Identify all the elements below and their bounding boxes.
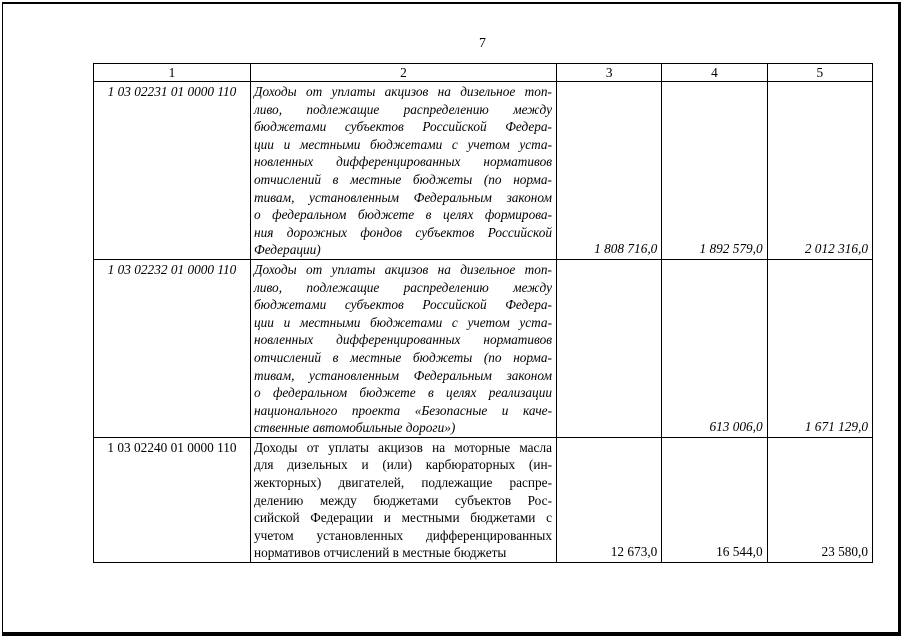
revenue-description xyxy=(251,437,557,562)
description-line: Доходы от уплаты акцизов на дизельное топ- xyxy=(254,84,552,99)
amount-col3: 12 673,0 xyxy=(557,437,662,562)
description-line: о федеральном бюджете в целях реализации xyxy=(254,385,552,401)
description-line: ции и местными бюджетами с учетом уста- xyxy=(254,136,552,152)
description-line: жекторных) двигателей, подлежащие распре- xyxy=(254,475,552,491)
amount-col5: 23 580,0 xyxy=(767,437,872,562)
amount-col4: 1 892 579,0 xyxy=(662,82,767,260)
amount-col4: 613 006,0 xyxy=(662,259,767,437)
table-row xyxy=(94,437,873,562)
description-line: ливо, подлежащие распределению между xyxy=(254,101,552,117)
description-line: ливо, подлежащие распределению между xyxy=(254,279,552,295)
revenue-description xyxy=(251,82,557,260)
header-col-3: 3 xyxy=(557,64,662,82)
description-line: делению между бюджетами субъектов Рос- xyxy=(254,492,552,508)
page-number: 7 xyxy=(479,36,486,51)
description-line: нормативов отчислений в местные бюджеты xyxy=(254,545,507,561)
description-line: Доходы от уплаты акцизов на дизельное топ- xyxy=(254,261,552,277)
description-line: бюджетами субъектов Российской Федера- xyxy=(254,297,552,313)
budget-code: 1 03 02232 01 0000 110 xyxy=(94,259,251,437)
amount-col4: 16 544,0 xyxy=(662,437,767,562)
budget-code: 1 03 02231 01 0000 110 xyxy=(94,82,251,260)
amount-col5: 1 671 129,0 xyxy=(767,259,872,437)
header-col-5: 5 xyxy=(767,64,872,82)
description-line: для дизельных и (или) карбюраторных (ин- xyxy=(254,457,552,473)
header-col-4: 4 xyxy=(662,64,767,82)
description-line: ции и местными бюджетами с учетом уста- xyxy=(254,314,552,330)
budget-code: 1 03 02240 01 0000 110 xyxy=(94,437,251,562)
amount-col3: 1 808 716,0 xyxy=(557,82,662,260)
description-line: ния дорожных фондов субъектов Российской xyxy=(254,224,552,240)
description-line: тивам, установленным Федеральным законом xyxy=(254,189,552,205)
description-line: тивам, установленным Федеральным законом xyxy=(254,367,552,383)
header-row xyxy=(94,64,873,82)
table-row xyxy=(94,82,873,260)
amount-col5: 2 012 316,0 xyxy=(767,82,872,260)
header-col-1: 1 xyxy=(94,64,251,82)
description-line: о федеральном бюджете в целях формирова- xyxy=(254,207,552,223)
table-row xyxy=(94,259,873,437)
description-line: отчислений в местные бюджеты (по норма- xyxy=(254,349,552,365)
description-line: Федерации) xyxy=(254,242,321,258)
description-line: отчислений в местные бюджеты (по норма- xyxy=(254,171,552,187)
description-line: Доходы от уплаты акцизов на моторные масла xyxy=(254,439,552,455)
revenue-table xyxy=(93,63,873,563)
header-col-2: 2 xyxy=(251,64,557,82)
description-line: национального проекта «Безопасные и каче- xyxy=(254,402,552,418)
amount-col3 xyxy=(557,259,662,437)
description-line: бюджетами субъектов Российской Федера- xyxy=(254,119,552,135)
description-line: новленных дифференцированных нормативов xyxy=(254,154,552,170)
description-line: сийской Федерации и местными бюджетами с xyxy=(254,510,552,526)
description-line: ственные автомобильные дороги») xyxy=(254,420,456,436)
description-line: учетом установленных дифференцированных xyxy=(254,527,552,543)
revenue-description xyxy=(251,259,557,437)
description-line: новленных дифференцированных нормативов xyxy=(254,332,552,348)
